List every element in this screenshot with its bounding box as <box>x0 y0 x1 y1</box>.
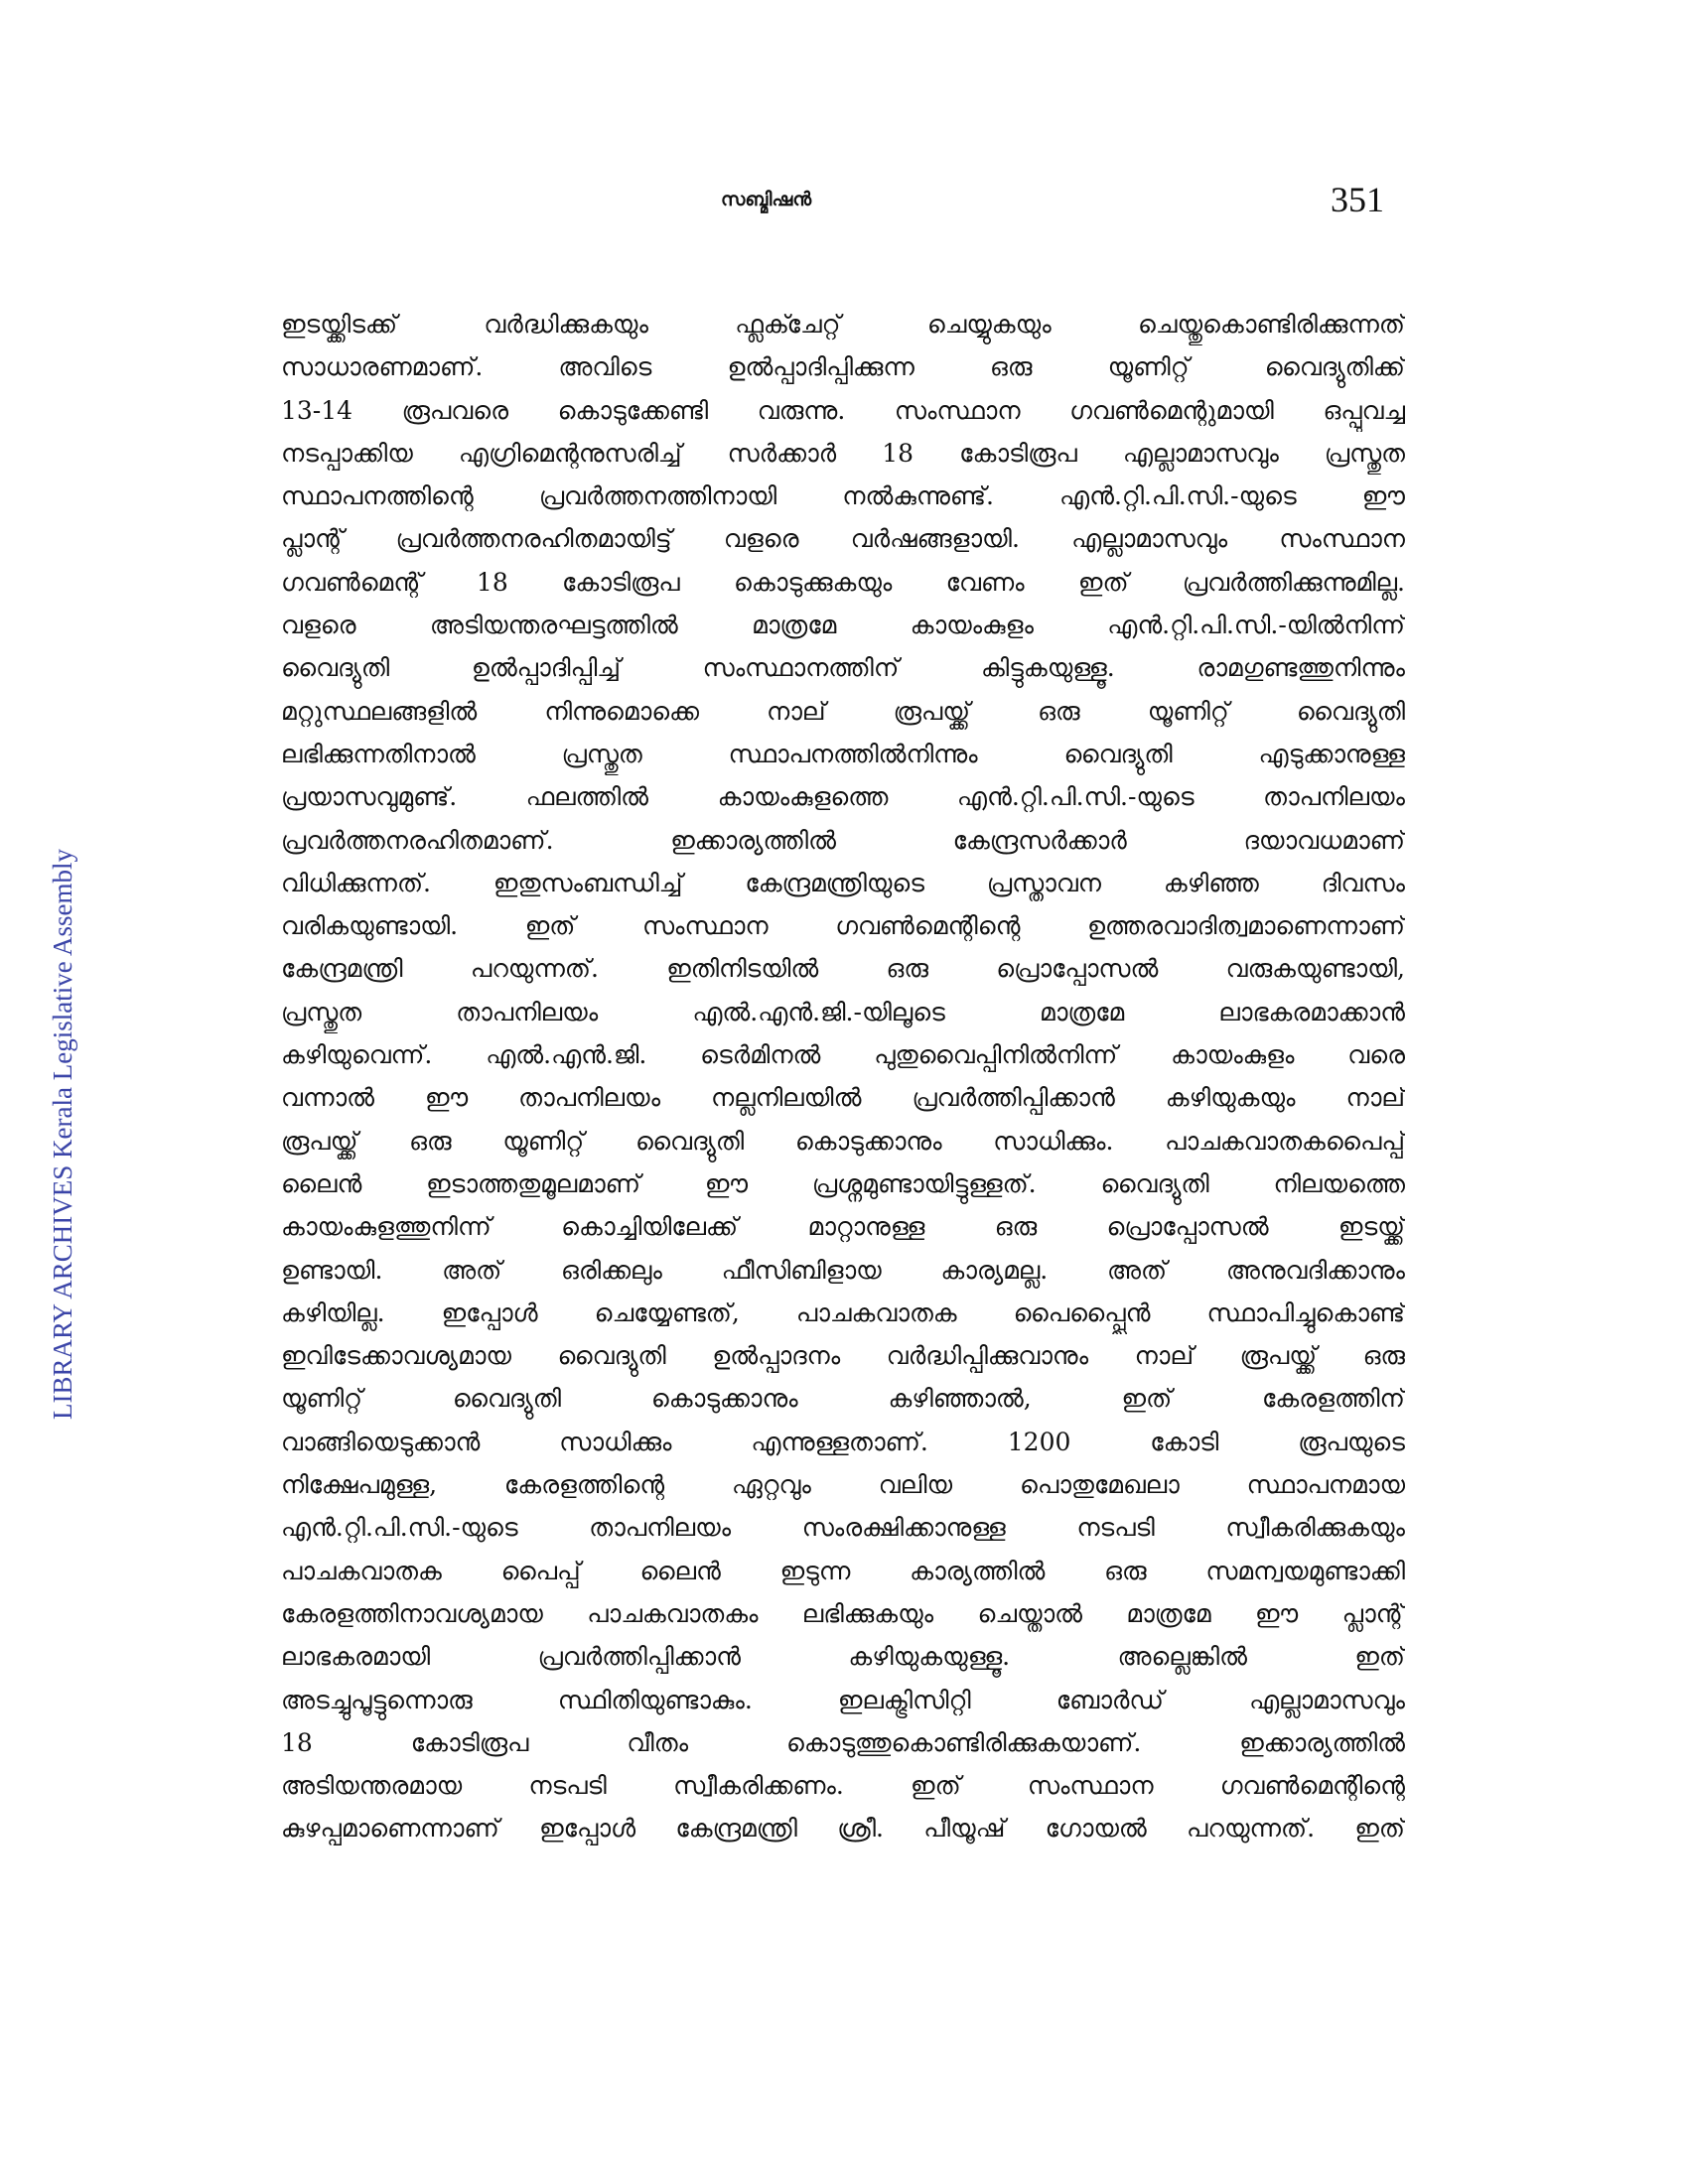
text-line: അടിയന്തരമായ നടപടി സ്വീകരിക്കണം. ഇത് സംസ്ഥാന ഗവൺമെന്റിന്റെ <box>281 1771 1405 1801</box>
text-line: രൂപയ്ക്ക് ഒരു യൂണിറ്റ് വൈദ്യുതി കൊടുക്കാനും സാധിക്കും. പാചകവാതകപൈപ്പ് <box>281 1126 1405 1156</box>
text-line: വാങ്ങിയെടുക്കാൻ സാധിക്കും എന്നുള്ളതാണ്. 1200 കോടി രൂപയുടെ <box>281 1427 1405 1456</box>
text-line: യൂണിറ്റ് വൈദ്യുതി കൊടുക്കാനും കഴിഞ്ഞാൽ, ഇത് കേരളത്തിന് <box>281 1384 1405 1414</box>
text-line: 13-14 രൂപവരെ കൊടുക്കേണ്ടി വരുന്നു. സംസ്ഥാന ഗവൺമെന്റുമായി ഒപ്പുവച്ച <box>281 395 1405 425</box>
text-line: വന്നാൽ ഈ താപനിലയം നല്ലനിലയിൽ പ്രവർത്തിപ്പിക്കാൻ കഴിയുകയും നാല് <box>281 1083 1405 1113</box>
text-line: പ്ലാന്റ് പ്രവർത്തനരഹിതമായിട്ട് വളരെ വർഷങ്ങളായി. എല്ലാമാസവും സംസ്ഥാന <box>281 524 1405 554</box>
text-line: കഴിയുവെന്ന്. എൽ.എൻ.ജി. ടെർമിനൽ പുതുവൈപ്പിനിൽനിന്ന് കായംകുളം വരെ <box>281 1040 1405 1070</box>
text-line: ഇടയ്ക്കിടക്ക് വർദ്ധിക്കുകയും ഫ്ലക്ചേറ്റ് ചെയ്യുകയും ചെയ്തുകൊണ്ടിരിക്കുന്നത് <box>281 310 1405 339</box>
text-line: ലഭിക്കുന്നതിനാൽ പ്രസ്തുത സ്ഥാപനത്തിൽനിന്നും വൈദ്യുതി എടുക്കാനുള്ള <box>281 739 1405 768</box>
text-line: സാധാരണമാണ്. അവിടെ ഉൽപ്പാദിപ്പിക്കുന്ന ഒരു യൂണിറ്റ് വൈദ്യുതിക്ക് <box>281 352 1405 382</box>
text-line: കഴിയില്ല. ഇപ്പോൾ ചെയ്യേണ്ടത്, പാചകവാതക പൈപ്പ്ലൈൻ സ്ഥാപിച്ചുകൊണ്ട് <box>281 1297 1405 1327</box>
text-line: നിക്ഷേപമുള്ള, കേരളത്തിന്റെ ഏറ്റവും വലിയ പൊതുമേഖലാ സ്ഥാപനമായ <box>281 1470 1405 1500</box>
text-line: നടപ്പാക്കിയ എഗ്രിമെന്റനുസരിച്ച് സർക്കാർ 18 കോടിരൂപ എല്ലാമാസവും പ്രസ്തുത <box>281 438 1405 468</box>
text-line: ഗവൺമെന്റ് 18 കോടിരൂപ കൊടുക്കുകയും വേണം ഇത് പ്രവർത്തിക്കുന്നുമില്ല. <box>281 567 1405 597</box>
text-line: കായംകുളത്തുനിന്ന് കൊച്ചിയിലേക്ക് മാറ്റാനുള്ള ഒരു പ്രൊപ്പോസൽ ഇടയ്ക്ക് <box>281 1212 1405 1242</box>
body-text <box>281 303 1405 1850</box>
text-line: ലാഭകരമായി പ്രവർത്തിപ്പിക്കാൻ കഴിയുകയുള്ളൂ. അല്ലെങ്കിൽ ഇത് <box>281 1642 1405 1672</box>
text-line: പാചകവാതക പൈപ്പ് ലൈൻ ഇടുന്ന കാര്യത്തിൽ ഒരു സമന്വയമുണ്ടാക്കി <box>281 1556 1405 1585</box>
text-line: പ്രസ്തുത താപനിലയം എൽ.എൻ.ജി.-യിലൂടെ മാത്രമേ ലാഭകരമാക്കാൻ <box>281 997 1405 1026</box>
text-line: കേന്ദ്രമന്ത്രി പറയുന്നത്. ഇതിനിടയിൽ ഒരു പ്രൊപ്പോസൽ വരുകയുണ്ടായി, <box>281 954 1405 984</box>
text-line: എൻ.റ്റി.പി.സി.-യുടെ താപനിലയം സംരക്ഷിക്കാനുള്ള നടപടി സ്വീകരിക്കുകയും <box>281 1513 1405 1543</box>
text-line: വരികയുണ്ടായി. ഇത് സംസ്ഥാന ഗവൺമെന്റിന്റെ ഉത്തരവാദിത്വമാണെന്നാണ് <box>281 911 1405 941</box>
text-line: 18 കോടിരൂപ വീതം കൊടുത്തുകൊണ്ടിരിക്കുകയാണ്. ഇക്കാര്യത്തിൽ <box>281 1727 1405 1757</box>
running-head: സബ്മിഷൻ <box>721 189 812 210</box>
text-line: ഉണ്ടായി. അത് ഒരിക്കലും ഫീസിബിളായ കാര്യമല്ല. അത് അനുവദിക്കാനും <box>281 1255 1405 1285</box>
text-line: ലൈൻ ഇടാത്തതുമൂലമാണ് ഈ പ്രശ്നമുണ്ടായിട്ടുള്ളത്. വൈദ്യുതി നിലയത്തെ <box>281 1168 1405 1198</box>
text-line: സ്ഥാപനത്തിന്റെ പ്രവർത്തനത്തിനായി നൽകുന്നുണ്ട്. എൻ.റ്റി.പി.സി.-യുടെ ഈ <box>281 481 1405 511</box>
text-line: വളരെ അടിയന്തരഘട്ടത്തിൽ മാത്രമേ കായംകുളം എൻ.റ്റി.പി.സി.-യിൽനിന്ന് <box>281 611 1405 640</box>
text-line: അടച്ചുപൂട്ടുന്നൊരു സ്ഥിതിയുണ്ടാകും. ഇലക്ട്രിസിറ്റി ബോർഡ് എല്ലാമാസവും <box>281 1685 1405 1714</box>
text-line: ഇവിടേക്കാവശ്യമായ വൈദ്യുതി ഉൽപ്പാദനം വർദ്ധിപ്പിക്കുവാനും നാല് രൂപയ്ക്ക് ഒരു <box>281 1341 1405 1371</box>
text-line: വൈദ്യുതി ഉൽപ്പാദിപ്പിച്ച് സംസ്ഥാനത്തിന് കിട്ടുകയുള്ളൂ. രാമഗുണ്ടത്തുനിന്നും <box>281 653 1405 683</box>
text-line: പ്രവർത്തനരഹിതമാണ്. ഇക്കാര്യത്തിൽ കേന്ദ്രസർക്കാർ ദയാവധമാണ് <box>281 825 1405 855</box>
page-number: 351 <box>1331 180 1384 219</box>
text-line: മറ്റുസ്ഥലങ്ങളിൽ നിന്നുമൊക്കെ നാല് രൂപയ്ക്ക് ഒരു യൂണിറ്റ് വൈദ്യുതി <box>281 696 1405 726</box>
archive-side-stamp: LIBRARY ARCHIVES Kerala Legislative Assembly <box>48 849 77 1420</box>
text-line: കുഴപ്പമാണെന്നാണ് ഇപ്പോൾ കേന്ദ്രമന്ത്രി ശ്രീ. പീയൂഷ് ഗോയൽ പറയുന്നത്. ഇത് <box>281 1814 1405 1843</box>
text-line: പ്രയാസവുമുണ്ട്. ഫലത്തിൽ കായംകുളത്തെ എൻ.റ്റി.പി.സി.-യുടെ താപനിലയം <box>281 782 1405 812</box>
text-line: കേരളത്തിനാവശ്യമായ പാചകവാതകം ലഭിക്കുകയും ചെയ്താൽ മാത്രമേ ഈ പ്ലാന്റ് <box>281 1598 1405 1628</box>
text-line: വിധിക്കുന്നത്. ഇതുസംബന്ധിച്ച് കേന്ദ്രമന്ത്രിയുടെ പ്രസ്താവന കഴിഞ്ഞ ദിവസം <box>281 868 1405 897</box>
